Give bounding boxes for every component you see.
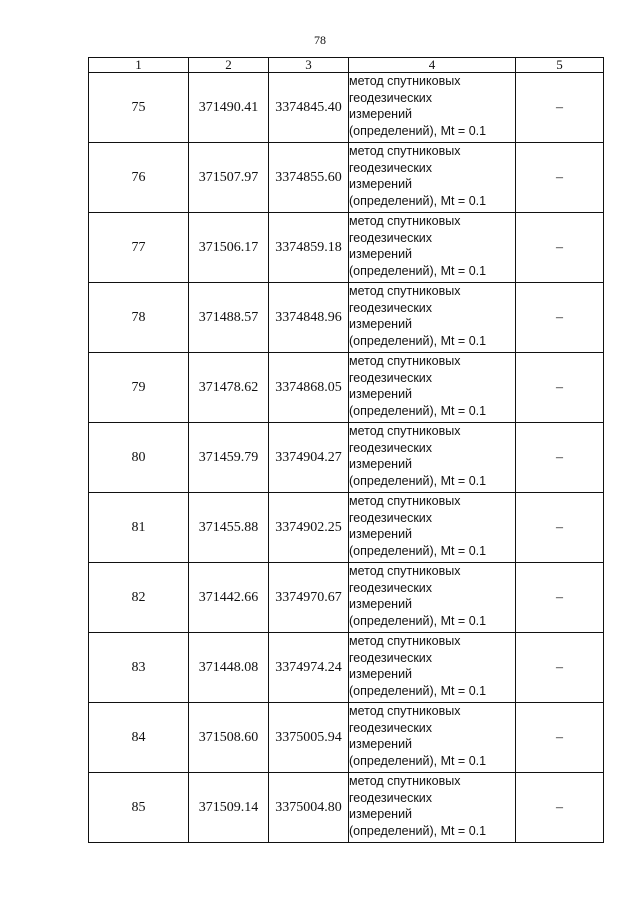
x-coordinate-cell: 371507.97: [189, 143, 269, 213]
point-number-cell: 78: [89, 283, 189, 353]
y-coordinate-cell: 3374904.27: [269, 423, 349, 493]
point-number-cell: 75: [89, 73, 189, 143]
column-header-3: 3: [269, 58, 349, 73]
table-row: [89, 73, 604, 143]
table-row: [89, 283, 604, 353]
x-coordinate-cell: 371459.79: [189, 423, 269, 493]
column-5-cell: –: [516, 563, 604, 633]
method-cell: метод спутниковых геодезических измерений (определений), Mt = 0.1: [349, 633, 516, 703]
point-number-cell: 81: [89, 493, 189, 563]
table-row: [89, 773, 604, 843]
column-5-cell: –: [516, 773, 604, 843]
x-coordinate-cell: 371508.60: [189, 703, 269, 773]
method-cell: метод спутниковых геодезических измерений (определений), Mt = 0.1: [349, 423, 516, 493]
table-row: [89, 703, 604, 773]
x-coordinate-cell: 371478.62: [189, 353, 269, 423]
point-number-cell: 82: [89, 563, 189, 633]
y-coordinate-cell: 3374974.24: [269, 633, 349, 703]
point-number-cell: 85: [89, 773, 189, 843]
column-5-cell: –: [516, 143, 604, 213]
table-row: [89, 213, 604, 283]
table-row: [89, 143, 604, 213]
table-row: [89, 563, 604, 633]
method-cell: метод спутниковых геодезических измерений (определений), Mt = 0.1: [349, 353, 516, 423]
method-cell: метод спутниковых геодезических измерений (определений), Mt = 0.1: [349, 493, 516, 563]
x-coordinate-cell: 371442.66: [189, 563, 269, 633]
method-cell: метод спутниковых геодезических измерений (определений), Mt = 0.1: [349, 213, 516, 283]
method-cell: метод спутниковых геодезических измерений (определений), Mt = 0.1: [349, 283, 516, 353]
method-cell: метод спутниковых геодезических измерений (определений), Mt = 0.1: [349, 773, 516, 843]
x-coordinate-cell: 371455.88: [189, 493, 269, 563]
y-coordinate-cell: 3374868.05: [269, 353, 349, 423]
column-5-cell: –: [516, 353, 604, 423]
coordinates-table: [88, 57, 604, 843]
x-coordinate-cell: 371490.41: [189, 73, 269, 143]
x-coordinate-cell: 371509.14: [189, 773, 269, 843]
point-number-cell: 84: [89, 703, 189, 773]
point-number-cell: 76: [89, 143, 189, 213]
y-coordinate-cell: 3374970.67: [269, 563, 349, 633]
point-number-cell: 83: [89, 633, 189, 703]
column-header-2: 2: [189, 58, 269, 73]
x-coordinate-cell: 371448.08: [189, 633, 269, 703]
method-cell: метод спутниковых геодезических измерений (определений), Mt = 0.1: [349, 563, 516, 633]
column-header-4: 4: [349, 58, 516, 73]
method-cell: метод спутниковых геодезических измерений (определений), Mt = 0.1: [349, 143, 516, 213]
method-cell: метод спутниковых геодезических измерений (определений), Mt = 0.1: [349, 73, 516, 143]
page-number: 78: [314, 33, 326, 47]
y-coordinate-cell: 3375005.94: [269, 703, 349, 773]
column-5-cell: –: [516, 283, 604, 353]
y-coordinate-cell: 3374848.96: [269, 283, 349, 353]
table-row: [89, 633, 604, 703]
method-cell: метод спутниковых геодезических измерений (определений), Mt = 0.1: [349, 703, 516, 773]
column-5-cell: –: [516, 633, 604, 703]
y-coordinate-cell: 3375004.80: [269, 773, 349, 843]
column-header-1: 1: [89, 58, 189, 73]
table-row: [89, 493, 604, 563]
point-number-cell: 79: [89, 353, 189, 423]
table-row: [89, 353, 604, 423]
y-coordinate-cell: 3374902.25: [269, 493, 349, 563]
column-5-cell: –: [516, 493, 604, 563]
x-coordinate-cell: 371506.17: [189, 213, 269, 283]
x-coordinate-cell: 371488.57: [189, 283, 269, 353]
table-body: [89, 73, 604, 843]
point-number-cell: 77: [89, 213, 189, 283]
column-5-cell: –: [516, 73, 604, 143]
column-header-5: 5: [516, 58, 604, 73]
column-5-cell: –: [516, 213, 604, 283]
column-5-cell: –: [516, 423, 604, 493]
y-coordinate-cell: 3374855.60: [269, 143, 349, 213]
table-header: [89, 58, 604, 73]
y-coordinate-cell: 3374845.40: [269, 73, 349, 143]
point-number-cell: 80: [89, 423, 189, 493]
y-coordinate-cell: 3374859.18: [269, 213, 349, 283]
column-5-cell: –: [516, 703, 604, 773]
table-row: [89, 423, 604, 493]
